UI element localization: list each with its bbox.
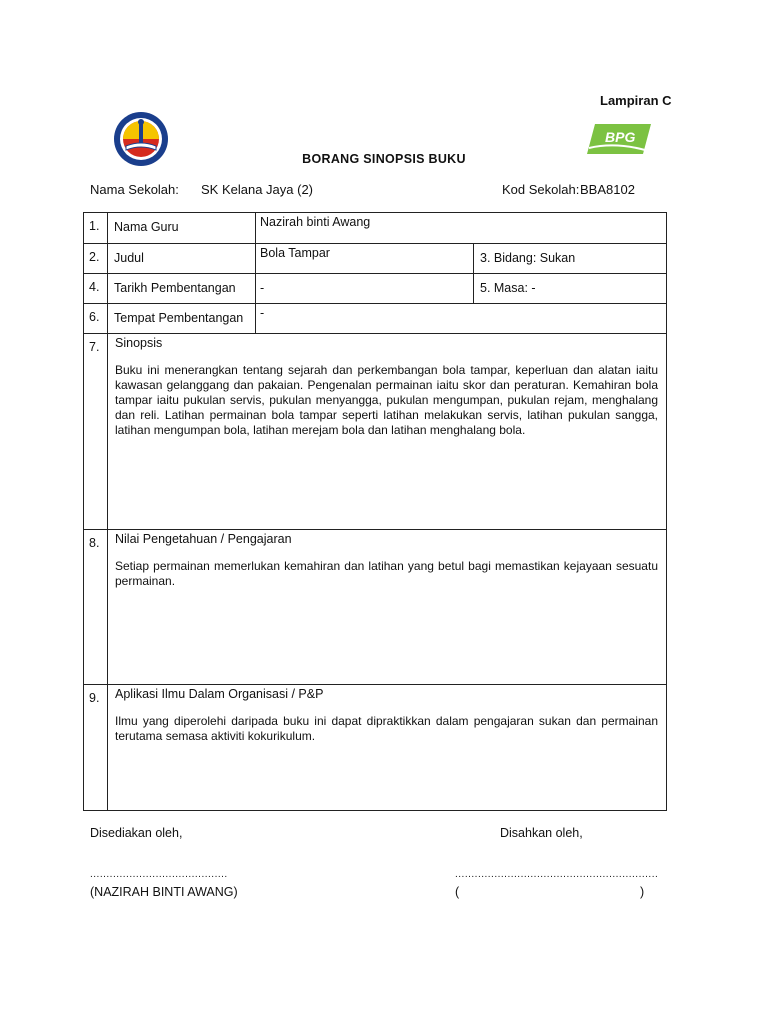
prepared-by-name: (NAZIRAH BINTI AWANG) xyxy=(90,885,238,899)
field-value: 3. Bidang: Sukan xyxy=(480,251,576,265)
school-name-label: Nama Sekolah: xyxy=(90,182,179,197)
teacher-name-value: Nazirah binti Awang xyxy=(260,215,371,229)
book-title-label: Judul xyxy=(108,244,256,273)
row-number: 4. xyxy=(84,274,108,303)
row-number: 9. xyxy=(84,685,108,810)
row-number: 8. xyxy=(84,530,108,684)
row-number: 7. xyxy=(84,334,108,529)
synopsis-section xyxy=(108,334,666,529)
school-code-label: Kod Sekolah: xyxy=(502,182,580,197)
row-number: 6. xyxy=(84,304,108,333)
row-number: 2. xyxy=(84,244,108,273)
synopsis-text: Buku ini menerangkan tentang sejarah dan perkembangan bola tampar, keperluan dan alatan iaitu kawasan gelanggang dan pakaian. Pengenalan permainan iaitu skor dan peraturan. Kemahiran bola tampar iaitu pukulan servis, pukulan menyangga, pukulan mengumpan, pukulan rejam, menghalang dan reli. Latihan permainan bola tampar seperti latihan melakukan servis, latihan pukulan sangga, latihan mengumpan bola, latihan merejam bola dan latihan menghalang bola. xyxy=(115,363,658,437)
knowledge-application-text: Ilmu yang diperolehi daripada buku ini dapat dipraktikkan dalam pengajaran sukan dan permainan terutama semasa aktiviti kokurikulum. xyxy=(115,714,658,743)
knowledge-value-label: Nilai Pengetahuan / Pengajaran xyxy=(115,532,292,546)
row-teacher-name xyxy=(84,213,666,244)
form-title: BORANG SINOPSIS BUKU xyxy=(302,152,466,166)
row-number: 1. xyxy=(84,213,108,243)
row-title xyxy=(84,244,666,274)
teacher-name-label: Nama Guru xyxy=(108,213,256,243)
lampiran-label: Lampiran C xyxy=(600,93,672,108)
approved-signature-line: .............................................................. xyxy=(455,869,659,880)
row-knowledge-value xyxy=(84,530,666,685)
prepared-by-label: Disediakan oleh, xyxy=(90,826,183,840)
knowledge-application-label: Aplikasi Ilmu Dalam Organisasi / P&P xyxy=(115,687,324,701)
row-synopsis xyxy=(84,334,666,530)
school-name-value: SK Kelana Jaya (2) xyxy=(201,182,314,197)
row-presentation-date xyxy=(84,274,666,304)
approved-by-label: Disahkan oleh, xyxy=(500,826,583,840)
book-title-value: Bola Tampar xyxy=(256,244,474,273)
approved-name-close: ) xyxy=(640,885,645,899)
approved-name-open: ( xyxy=(455,885,460,899)
row-presentation-place xyxy=(84,304,666,334)
synopsis-label: Sinopsis xyxy=(115,336,163,350)
presentation-date-value: - xyxy=(256,274,474,303)
knowledge-application-section xyxy=(108,685,666,810)
presentation-place-label: Tempat Pembentangan xyxy=(108,304,256,333)
row-knowledge-application xyxy=(84,685,666,810)
prepared-signature-line: .......................................... xyxy=(90,869,228,880)
bpg-logo-text: BPG xyxy=(605,129,636,145)
presentation-place-value: - xyxy=(260,306,265,320)
time-value: 5. Masa: - xyxy=(480,281,536,295)
synopsis-form xyxy=(83,212,667,811)
presentation-date-label: Tarikh Pembentangan xyxy=(108,274,256,303)
school-code-value: BBA8102 xyxy=(580,182,635,197)
knowledge-value-text: Setiap permainan memerlukan kemahiran dan latihan yang betul bagi memastikan kejayaan sesuatu permainan. xyxy=(115,559,658,588)
knowledge-value-section xyxy=(108,530,666,684)
